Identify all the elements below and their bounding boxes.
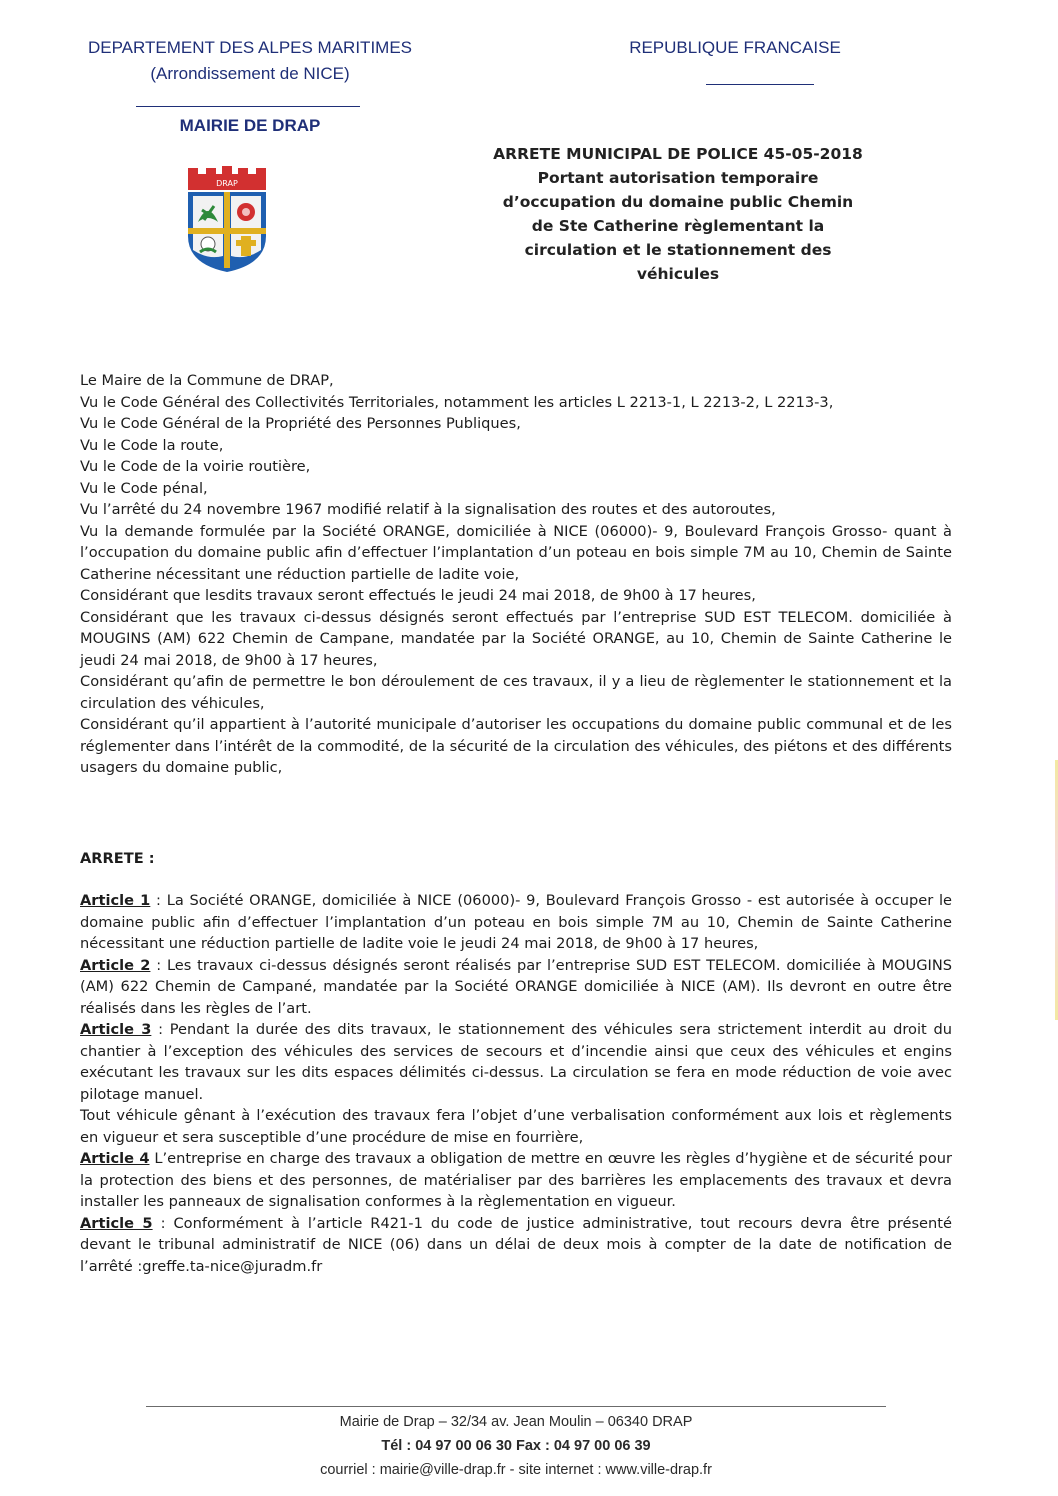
article-label: Article 3: [80, 1021, 152, 1038]
arrondissement: (Arrondissement de NICE): [150, 64, 350, 83]
preamble-line: Considérant qu’il appartient à l’autorité municipale d’autoriser les occupations du domaine public communal et de les réglementer dans l’intérêt de la commodité, de la sécurité de la circulation des véhicules, des piétons et des différents usagers du domaine public,: [80, 716, 952, 776]
preamble-line: Vu le Code Général de la Propriété des Personnes Publiques,: [80, 415, 521, 432]
article-label: Article 5: [80, 1214, 153, 1232]
article-1: Article 1 : La Société ORANGE, domiciliée à NICE (06000)- 9, Boulevard François Grosso - est autorisée à occuper le domaine public afin d’effectuer l’implantation d’un poteau en bois simple 7M au 10, Chemin de Sainte Catherine nécessitant une réduction partielle de ladite voie le jeudi 24 mai 2018, de 9h00 à 17 heures,: [80, 892, 952, 952]
article-label: Article 2: [80, 956, 151, 974]
arrete-heading: ARRETE :: [80, 850, 155, 867]
mairie-name: MAIRIE DE DRAP: [179, 116, 321, 135]
arrete-subject-line: de Ste Catherine règlementant la: [531, 217, 825, 235]
drap-crest-logo: [184, 166, 270, 274]
footer-address: Mairie de Drap – 32/34 av. Jean Moulin – 06340 DRAP: [339, 1414, 693, 1430]
arrete-subject-line: véhicules: [636, 265, 720, 283]
arrete-title-block: [440, 142, 916, 286]
preamble-line: Vu le Code pénal,: [80, 479, 208, 497]
preamble-line: Considérant que lesdits travaux seront effectués le jeudi 24 mai 2018, de 9h00 à 17 heures,: [80, 587, 756, 604]
arrete-subject-line: Portant autorisation temporaire: [537, 169, 819, 187]
article-4: [80, 1148, 952, 1213]
preamble-line: Vu le Code la route,: [80, 436, 224, 454]
footer-rule: [146, 1406, 886, 1407]
preamble-line: Considérant qu’afin de permettre le bon déroulement de ces travaux, il y a lieu de règlementer le stationnement et la circulation des véhicules,: [80, 673, 952, 712]
article-3-continuation: [80, 1105, 952, 1148]
article-3: Article 3 : Pendant la durée des dits travaux, le stationnement des véhicules sera strictement interdit au droit du chantier à l’exception des véhicules des services de secours et d’incendie ainsi que ceux des véhicules et engins exécutant les travaux sur les dits espaces délimités ci-dessus. La circulation se fera en mode réduction de voie avec pilotage manuel.: [80, 1021, 952, 1103]
footer-contact: courriel : mairie@ville-drap.fr - site internet : www.ville-drap.fr: [320, 1462, 712, 1478]
arrete-subject-line: d’occupation du domaine public Chemin: [502, 193, 854, 211]
arrete-subject-line: circulation et le stationnement des: [524, 241, 832, 259]
article-2: Article 2 : Les travaux ci-dessus désignés seront réalisés par l’entreprise SUD EST TELECOM. domiciliée à MOUGINS (AM) 622 Chemin de Campané, mandatée par la Société ORANGE domiciliée à NICE (AM). Ils devront en outre être réalisés dans les règles de l’art.: [80, 956, 953, 1017]
preamble-line: Vu l’arrêté du 24 novembre 1967 modifié relatif à la signalisation des routes et des autoroutes,: [80, 501, 776, 518]
mairie-rule: [136, 106, 360, 107]
article-5: Article 5 : Conformément à l’article R421-1 du code de justice administrative, tout recours devra être présenté devant le tribunal administratif de NICE (06) dans un délai de deux mois à compter de la date de notification de l’arrêté :greffe.ta-nice@juradm.fr: [80, 1214, 952, 1275]
crest-label: DRAP: [216, 179, 238, 188]
republic-underline: [706, 84, 814, 85]
article-text: L’entreprise en charge des travaux a obligation de mettre en œuvre les règles d’hygiène et de sécurité pour la protection des biens et des personnes, de matérialiser par des barrières les emplacements des travaux et devra installer les panneaux de signalisation conformes à la règlementation en vigueur.: [80, 1150, 952, 1210]
article-label: Article 1: [80, 892, 151, 909]
articles: [80, 890, 952, 1277]
preamble-line: Le Maire de la Commune de DRAP,: [80, 372, 334, 389]
article-text: Pendant la durée des dits travaux, le stationnement des véhicules sera strictement interdit au droit du chantier à l’exception des véhicules des services de secours et d’incendie ainsi que ceux des véhicules et engins exécutant les travaux sur les dits espaces délimités ci-dessus. La circulation se fera en mode réduction de voie avec pilotage manuel.: [80, 1021, 952, 1103]
footer-phone: Tél : 04 97 00 06 30 Fax : 04 97 00 06 39: [381, 1438, 651, 1454]
article-text: Tout véhicule gênant à l’exécution des travaux fera l’objet d’une verbalisation conformément aux lois et règlements en vigueur et sera susceptible d’une procédure de mise en fourrière,: [80, 1107, 952, 1146]
article-text: Conformément à l’article R421-1 du code de justice administrative, tout recours devra être présenté devant le tribunal administratif de NICE (06) dans un délai de deux mois à compter de la date de notification de l’arrêté :greffe.ta-nice@juradm.fr: [80, 1214, 952, 1275]
article-text: La Société ORANGE, domiciliée à NICE (06000)- 9, Boulevard François Grosso - est autorisée à occuper le domaine public afin d’effectuer l’implantation d’un poteau en bois simple 7M au 10, Chemin de Sainte Catherine nécessitant une réduction partielle de ladite voie le jeudi 24 mai 2018, de 9h00 à 17 heures,: [80, 892, 952, 952]
preamble-line: Vu la demande formulée par la Société ORANGE, domiciliée à NICE (06000)- 9, Boulevard François Grosso- quant à l’occupation du domaine public afin d’effectuer l’implantation d’un poteau en bois simple 7M au 10, Chemin de Sainte Catherine nécessitant une réduction partielle de ladite voie,: [80, 522, 952, 583]
department-name: DEPARTEMENT DES ALPES MARITIMES: [87, 38, 413, 57]
preamble-line: Considérant que les travaux ci-dessus désignés seront effectués par l’entreprise SUD EST TELECOM. domiciliée à MOUGINS (AM) 622 Chemin de Campane, mandatée par la Société ORANGE, au 10, Chemin de Sainte Catherine le jeudi 24 mai 2018, de 9h00 à 17 heures,: [80, 608, 952, 669]
republic-name: REPUBLIQUE FRANCAISE: [629, 38, 841, 57]
article-text: Les travaux ci-dessus désignés seront réalisés par l’entreprise SUD EST TELECOM. domiciliée à MOUGINS (AM) 622 Chemin de Campané, mandatée par la Société ORANGE domiciliée à NICE (AM). Ils devront en outre être réalisés dans les règles de l’art.: [80, 956, 953, 1017]
arrete-number: ARRETE MUNICIPAL DE POLICE 45-05-2018: [493, 145, 863, 163]
preamble-line: Vu le Code de la voirie routière,: [80, 458, 311, 475]
preamble: [80, 370, 952, 779]
preamble-line: Vu le Code Général des Collectivités Territoriales, notamment les articles L 2213-1, L 2213-2, L 2213-3,: [80, 393, 834, 411]
article-label: Article 4: [80, 1150, 150, 1167]
footer: [146, 1410, 886, 1482]
